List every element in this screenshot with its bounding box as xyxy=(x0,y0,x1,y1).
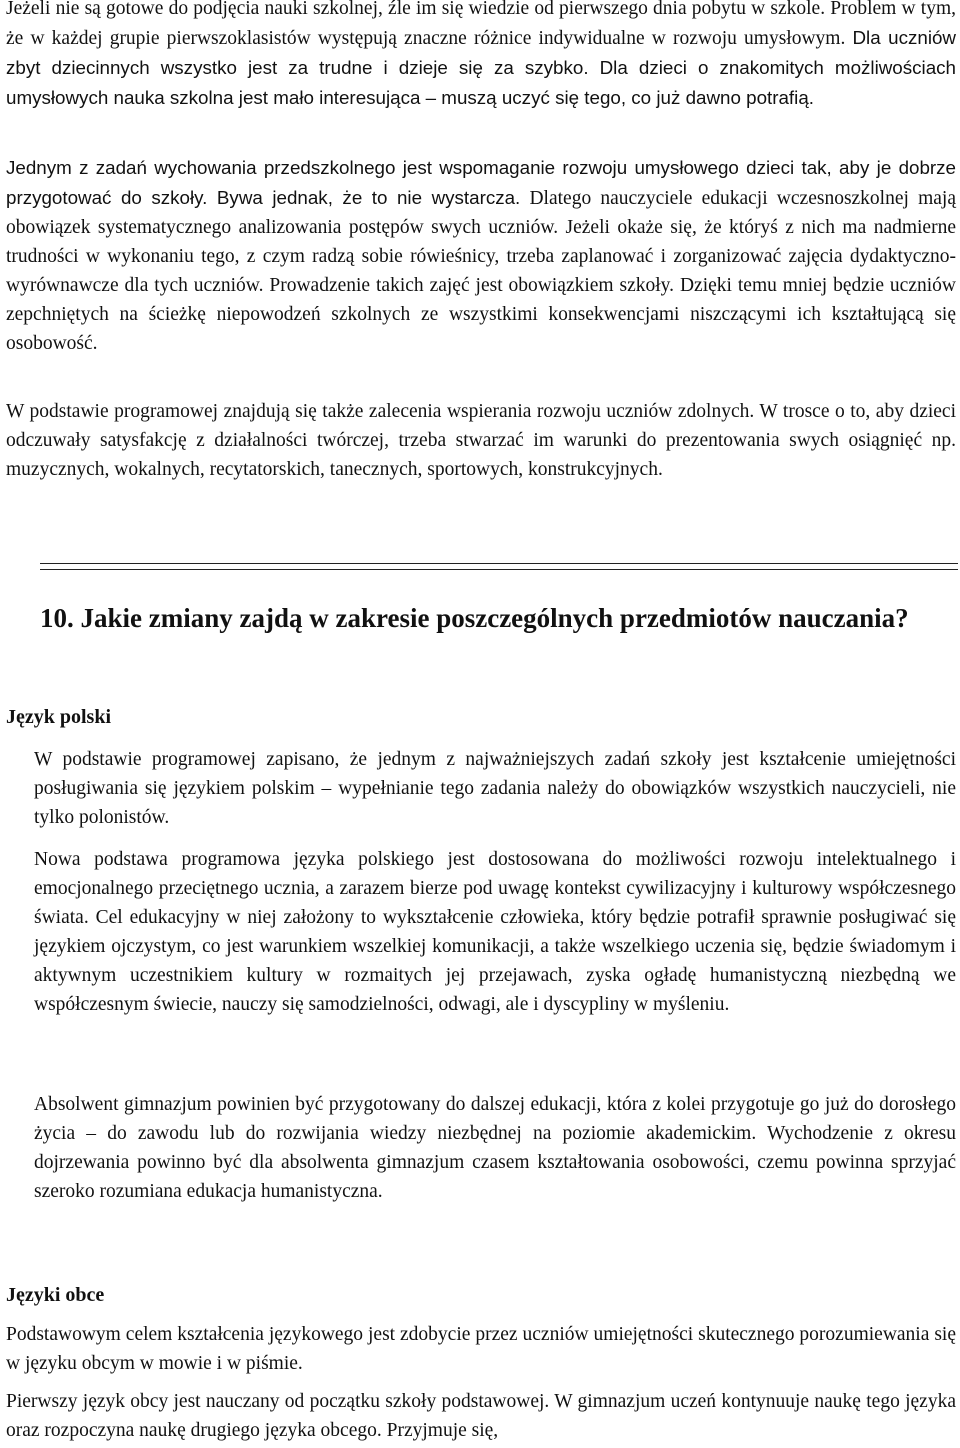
intro-paragraph-1-serif-text: Jeżeli nie są gotowe do podjęcia nauki szkolnej, źle im się wiedzie od pierwszego dnia pobytu w szkole. Problem w tym, że w każdej grupie pierwszoklasistów występują znaczne różnice indywidualne w rozwoju umysłowym. xyxy=(6,0,956,49)
polish-paragraph-1: W podstawie programowej zapisano, że jednym z najważniejszych zadań szkoły jest kształcenie umiejętności posługiwania się językiem polskim – wypełnianie tego zadania należy do obowiązków wszystkich nauczycieli, nie tylko polonistów. xyxy=(34,749,956,828)
intro-paragraph-2 xyxy=(6,153,956,358)
section-heading: 10. Jakie zmiany zajdą w zakresie poszczególnych przedmiotów nauczania? xyxy=(40,603,909,633)
polish-paragraph-2: Nowa podstawa programowa języka polskiego jest dostosowana do możliwości rozwoju intelektualnego i emocjonalnego przeciętnego ucznia, a zarazem bierze pod uwagę kontekst cywilizacyjny i kulturowy współczesnego świata. Cel edukacyjny w niej założony to wykształcenie człowieka, który będzie potrafił sprawnie posługiwać się językiem ojczystym, co jest warunkiem wszelkiej komunikacji, a także wszelkiego uczenia się, będzie świadomym i aktywnym uczestnikiem kultury w rozmaitych jej przejawach, zyska ogładę humanistyczną niezbędną we współczesnym świecie, nauczy się samodzielności, odwagi, ale i dyscypliny w myśleniu. xyxy=(34,849,956,1015)
intro-paragraph-2-serif-text: Dlatego nauczyciele edukacji wczesnoszkolnej mają obowiązek systematycznego analizowania postępów swych uczniów. Jeżeli okaże się, że któryś z nich ma nadmierne trudności w wykonaniu tego, z czym radzą sobie rówieśnicy, trzeba zaplanować i zorganizować zajęcia dydaktyczno-wyrównawcze dla tych uczniów. Prowadzenie takich zajęć jest obowiązkiem szkoły. Dzięki temu mniej będzie uczniów zepchniętych na ścieżkę niepowodzeń szkolnych ze wszystkimi konsekwencjami niszczącymi ich kształtującą się osobowość. xyxy=(6,188,956,354)
subject-heading-polish: Język polski xyxy=(6,706,112,728)
polish-paragraph-3: Absolwent gimnazjum powinien być przygotowany do dalszej edukacji, która z kolei przygotuje go już do dorosłego życia – do zawodu lub do rozwijania wiedzy niezbędnej na poziomie akademickim. Wychodzenie z okresu dojrzewania powinno być dla absolwenta gimnazjum czasem kształtowania osobowości, czemu powinna sprzyjać szeroko rozumiana edukacja humanistyczna. xyxy=(34,1094,956,1202)
intro-paragraph-1-sans-text: Dla uczniów zbyt dziecinnych wszystko jest za trudne i dzieje się za szybko. Dla dzieci o znakomitych możliwościach umysłowych nauka szkolna jest mało interesująca – muszą uczyć się tego, co już dawno potrafią. xyxy=(6,27,957,108)
intro-paragraph-3: W podstawie programowej znajdują się także zalecenia wspierania rozwoju uczniów zdolnych. W trosce o to, aby dzieci odczuwały satysfakcję z działalności twórczej, trzeba stwarzać im warunki do prezentowania swych osiągnięć np. muzycznych, wokalnych, recytatorskich, tanecznych, sportowych, konstrukcyjnych. xyxy=(6,401,956,480)
intro-paragraph-2-sans-text: Jednym z zadań wychowania przedszkolnego jest wspomaganie rozwoju umysłowego dzieci tak, aby je dobrze przygotować do szkoły. Bywa jednak, że to nie wystarcza. xyxy=(6,157,956,208)
section-divider-line xyxy=(40,569,958,570)
foreign-paragraph-1: Podstawowym celem kształcenia językowego jest zdobycie przez uczniów umiejętności skutecznego porozumiewania się w języku obcym w mowie i w piśmie. xyxy=(6,1324,956,1374)
foreign-paragraph-2: Pierwszy język obcy jest nauczany od początku szkoły podstawowej. W gimnazjum uczeń kontynuuje naukę tego języka oraz rozpoczyna naukę drugiego języka obcego. Przyjmuje się, xyxy=(6,1391,956,1441)
intro-paragraph-1 xyxy=(6,0,956,113)
subject-heading-foreign-languages: Języki obce xyxy=(6,1284,105,1306)
section-divider-line xyxy=(40,563,958,564)
